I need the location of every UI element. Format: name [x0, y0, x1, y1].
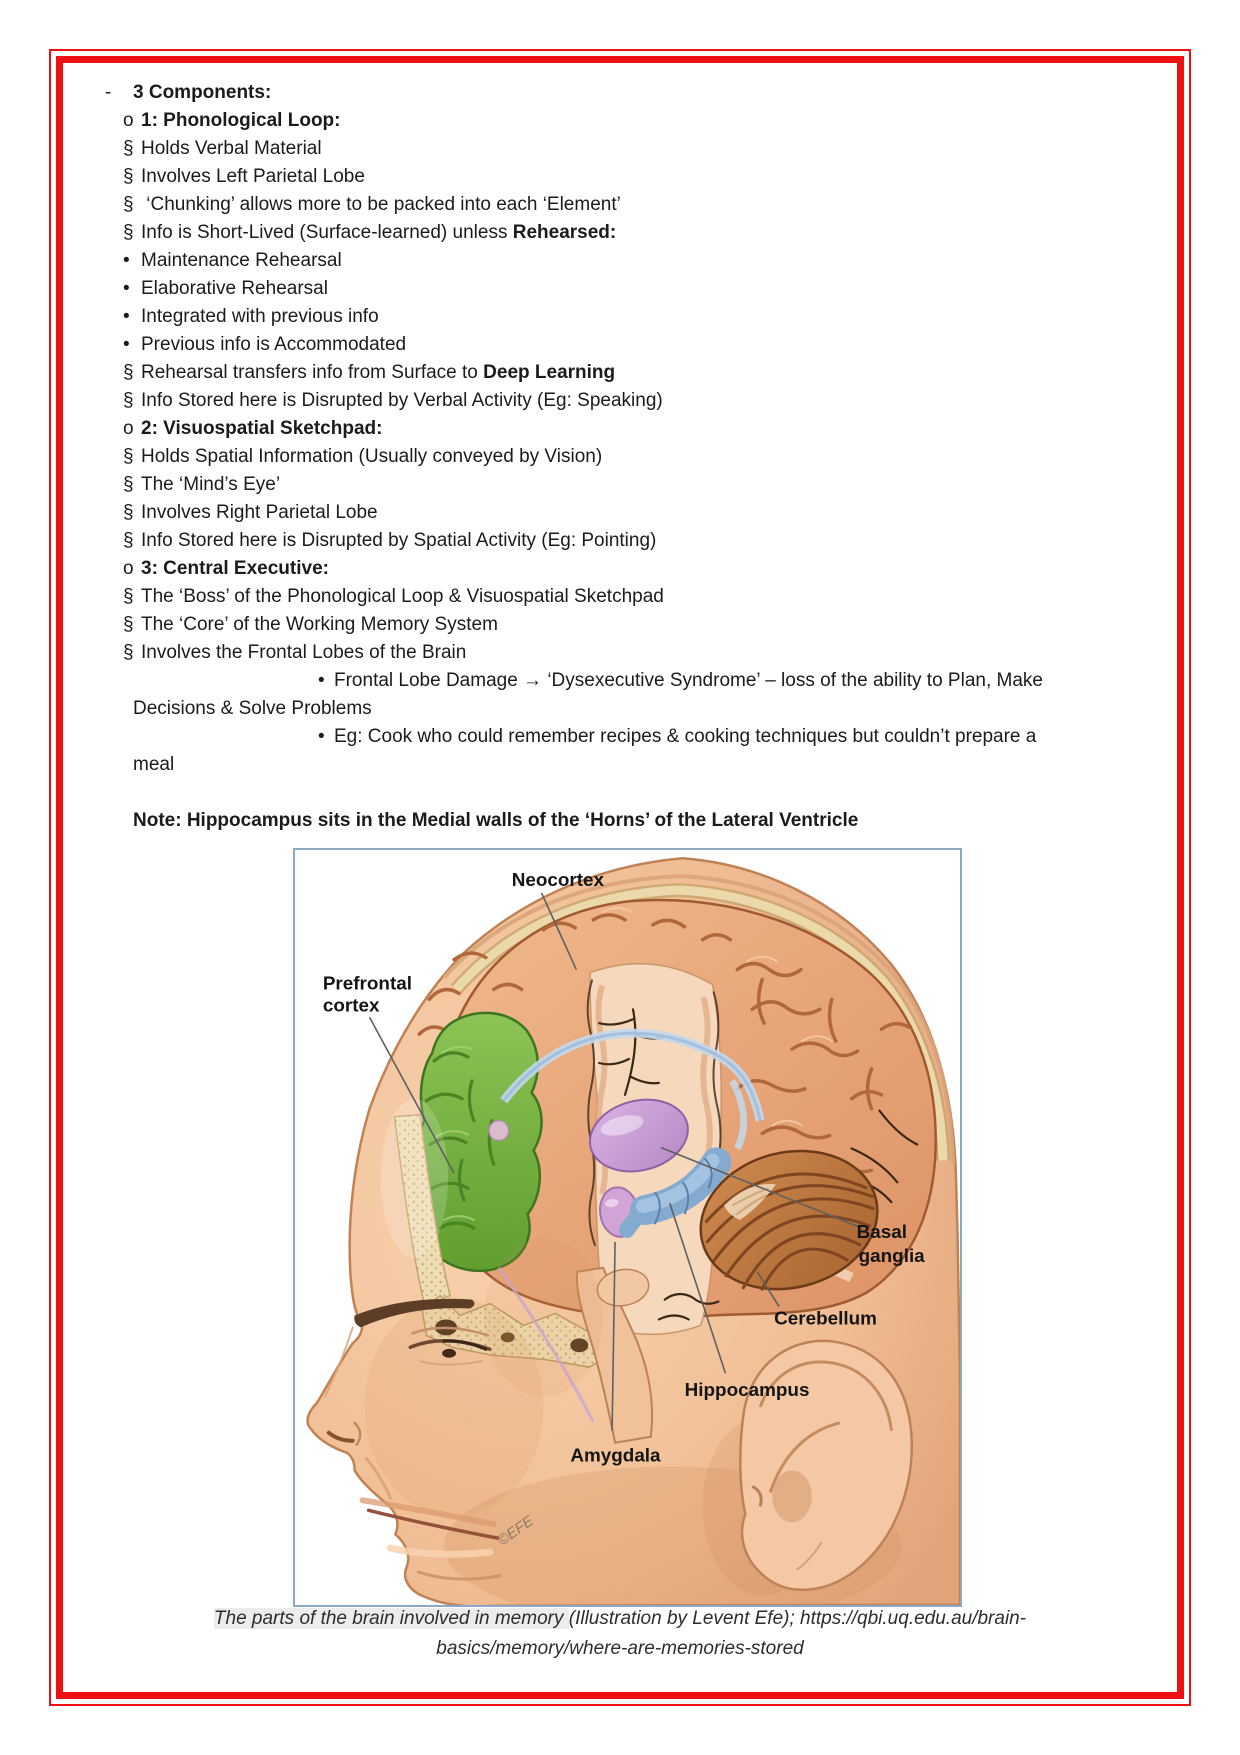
list-marker: §: [123, 166, 134, 187]
notes-line: [0, 695, 1240, 723]
notes-line-text: ‘Chunking’ allows more to be packed into each ‘Element’: [141, 194, 621, 215]
notes-line: [0, 415, 1240, 443]
list-marker: §: [123, 138, 134, 159]
notes-line-text: 3: Central Executive:: [141, 558, 329, 579]
notes-line: [0, 443, 1240, 471]
notes-line-text: 2: Visuospatial Sketchpad:: [141, 418, 383, 439]
list-marker: §: [123, 614, 134, 635]
list-marker: •: [123, 334, 130, 355]
list-marker: §: [123, 362, 134, 383]
list-marker: §: [123, 390, 134, 411]
notes-line-text: Holds Spatial Information (Usually conveyed by Vision): [141, 446, 603, 467]
notes-spacer: [0, 779, 1240, 807]
notes-line-text: Info Stored here is Disrupted by Spatial Activity (Eg: Pointing): [141, 530, 657, 551]
list-marker: o: [123, 110, 134, 131]
caption-line-2: basics/memory/where-are-memories-stored: [436, 1638, 804, 1659]
notes-line: [0, 471, 1240, 499]
list-marker: §: [123, 446, 134, 467]
iris: [442, 1349, 456, 1358]
list-marker: -: [105, 82, 112, 103]
notes-line-text: The ‘Core’ of the Working Memory System: [141, 614, 498, 635]
notes-line: [0, 107, 1240, 135]
notes-line: [0, 583, 1240, 611]
brain-figure: [293, 848, 962, 1607]
list-marker: §: [123, 194, 134, 215]
notes-line-text: Previous info is Accommodated: [141, 334, 407, 355]
notes-line-text: Elaborative Rehearsal: [141, 278, 328, 299]
basal-ganglia-label: Basal: [856, 1221, 907, 1243]
list-marker: •: [123, 306, 130, 327]
amygdala-label: Amygdala: [570, 1445, 661, 1467]
prefrontal-cortex-label: Prefrontal: [322, 973, 412, 995]
list-marker: §: [123, 586, 134, 607]
notes-line-text: meal: [133, 754, 175, 775]
notes-line: [0, 359, 1240, 387]
notes-line: [0, 555, 1240, 583]
notes-line-text: Rehearsal transfers info from Surface to Deep Learning: [141, 362, 616, 383]
notes-line-text: Decisions & Solve Problems: [133, 698, 372, 719]
notes-line-text: Info is Short-Lived (Surface-learned) unless Rehearsed:: [141, 222, 617, 243]
notes-line-text: The ‘Boss’ of the Phonological Loop & Visuospatial Sketchpad: [141, 586, 664, 607]
artist-signature: ©EFE: [494, 1513, 537, 1550]
notes-line: [0, 527, 1240, 555]
notes-line-text: Info Stored here is Disrupted by Verbal Activity (Eg: Speaking): [141, 390, 663, 411]
caption-text: (Illustration by Levent Efe); https://qbi.uq.edu.au/brain-: [568, 1608, 1027, 1629]
list-marker: o: [123, 558, 134, 579]
notes-line-text: Involves Left Parietal Lobe: [141, 166, 365, 187]
notes-line-text: Integrated with previous info: [141, 306, 379, 327]
list-marker: §: [123, 530, 134, 551]
notes-line-text: Holds Verbal Material: [141, 138, 322, 159]
notes-line: [0, 191, 1240, 219]
neocortex-label: Neocortex: [511, 870, 605, 892]
notes-line: [0, 79, 1240, 107]
prefrontal-cortex-label: cortex: [322, 995, 380, 1017]
list-marker: •: [123, 250, 130, 271]
list-marker: •: [318, 670, 325, 691]
list-marker: o: [123, 418, 134, 439]
notes-line: [0, 499, 1240, 527]
notes-line: [0, 247, 1240, 275]
basal-ganglia-label: ganglia: [858, 1245, 925, 1267]
notes-line: [0, 135, 1240, 163]
notes-list: [0, 79, 1240, 835]
caudate-head: [489, 1121, 509, 1141]
list-marker: §: [123, 502, 134, 523]
hippocampus-label: Hippocampus: [684, 1379, 810, 1401]
notes-line-text: Note: Hippocampus sits in the Medial walls of the ‘Horns’ of the Lateral Ventricle: [133, 810, 859, 831]
notes-line-text: Frontal Lobe Damage → ‘Dysexecutive Syndrome’ – loss of the ability to Plan, Make: [334, 670, 1043, 691]
caption-line-1: [0, 1604, 1240, 1634]
cerebellum-label: Cerebellum: [774, 1308, 877, 1330]
notes-line: [0, 275, 1240, 303]
notes-line: [0, 639, 1240, 667]
notes-line: [0, 331, 1240, 359]
notes-line-text: Involves Right Parietal Lobe: [141, 502, 378, 523]
notes-line: [0, 667, 1240, 695]
notes-line-text: Eg: Cook who could remember recipes & cooking techniques but couldn’t prepare a: [334, 726, 1037, 747]
caption-highlight: The parts of the brain involved in memory: [213, 1608, 569, 1629]
notes-line: [0, 723, 1240, 751]
notes-line: [0, 387, 1240, 415]
list-marker: •: [318, 726, 325, 747]
notes-line: [0, 807, 1240, 835]
figure-caption: [0, 1604, 1240, 1664]
notes-line: [0, 611, 1240, 639]
list-marker: •: [123, 278, 130, 299]
list-marker: §: [123, 222, 134, 243]
notes-line-text: The ‘Mind’s Eye’: [141, 474, 281, 495]
list-marker: §: [123, 474, 134, 495]
notes-line-text: 1: Phonological Loop:: [141, 110, 341, 131]
notes-line-text: 3 Components:: [133, 82, 272, 103]
notes-line-text: Involves the Frontal Lobes of the Brain: [141, 642, 467, 663]
notes-line: [0, 303, 1240, 331]
notes-line: [0, 219, 1240, 247]
notes-line: [0, 751, 1240, 779]
notes-line-text: Maintenance Rehearsal: [141, 250, 342, 271]
list-marker: §: [123, 642, 134, 663]
notes-line: [0, 163, 1240, 191]
